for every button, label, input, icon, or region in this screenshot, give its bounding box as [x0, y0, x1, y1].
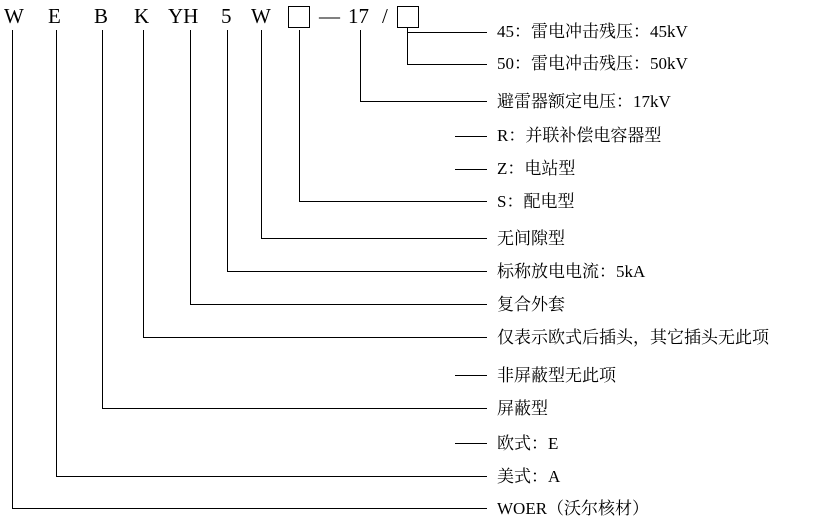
type-r-label: R：并联补偿电容器型	[497, 126, 662, 145]
leader-horizontal	[299, 201, 487, 202]
code-char: B	[94, 4, 109, 28]
lightning-residual-50-label: 50：雷电冲击残压：50kV	[497, 54, 688, 73]
type-z-label: Z：电站型	[497, 159, 576, 178]
code-char: YH	[168, 4, 199, 28]
composite-housing-label: 复合外套	[497, 295, 565, 314]
lightning-residual-45-label: 45：雷电冲击残压：45kV	[497, 22, 688, 41]
code-char: E	[48, 4, 61, 28]
leader-horizontal	[455, 136, 487, 137]
code-char: W	[251, 4, 271, 28]
code-char: W	[4, 4, 24, 28]
code-char: 17	[348, 4, 369, 28]
leader-horizontal	[56, 476, 487, 477]
leader-horizontal	[261, 238, 487, 239]
code-placeholder-box	[397, 6, 419, 28]
leader-horizontal	[360, 101, 487, 102]
code-char: /	[382, 4, 388, 28]
rated-voltage-label: 避雷器额定电压：17kV	[497, 92, 671, 111]
leader-vertical	[56, 30, 57, 476]
leader-vertical	[299, 30, 300, 201]
us-style-label: 美式：A	[497, 467, 561, 486]
leader-horizontal	[455, 443, 487, 444]
leader-vertical	[102, 30, 103, 408]
leader-horizontal	[102, 408, 487, 409]
leader-horizontal	[455, 375, 487, 376]
leader-vertical	[227, 30, 228, 271]
leader-vertical	[261, 30, 262, 238]
code-char: 5	[221, 4, 232, 28]
non-shielded-label: 非屏蔽型无此项	[497, 366, 616, 385]
leader-vertical	[190, 30, 191, 304]
leader-vertical	[360, 30, 361, 101]
leader-horizontal	[455, 169, 487, 170]
shielded-label: 屏蔽型	[497, 399, 548, 418]
leader-horizontal	[12, 508, 487, 509]
gapless-label: 无间隙型	[497, 229, 565, 248]
leader-horizontal	[143, 337, 487, 338]
leader-horizontal	[407, 32, 487, 33]
code-char: K	[134, 4, 150, 28]
euro-rear-plug-only-label: 仅表示欧式后插头，其它插头无此项	[497, 328, 769, 347]
leader-horizontal	[190, 304, 487, 305]
leader-horizontal	[227, 271, 487, 272]
leader-vertical	[12, 30, 13, 508]
code-char: —	[319, 4, 340, 28]
leader-vertical	[143, 30, 144, 337]
nominal-discharge-current-label: 标称放电电流：5kA	[497, 262, 646, 281]
leader-vertical	[407, 28, 408, 64]
type-s-label: S：配电型	[497, 192, 575, 211]
leader-horizontal	[407, 64, 487, 65]
manufacturer-label: WOER（沃尔核材）	[497, 499, 650, 518]
code-placeholder-box	[288, 6, 310, 28]
euro-style-label: 欧式：E	[497, 434, 559, 453]
